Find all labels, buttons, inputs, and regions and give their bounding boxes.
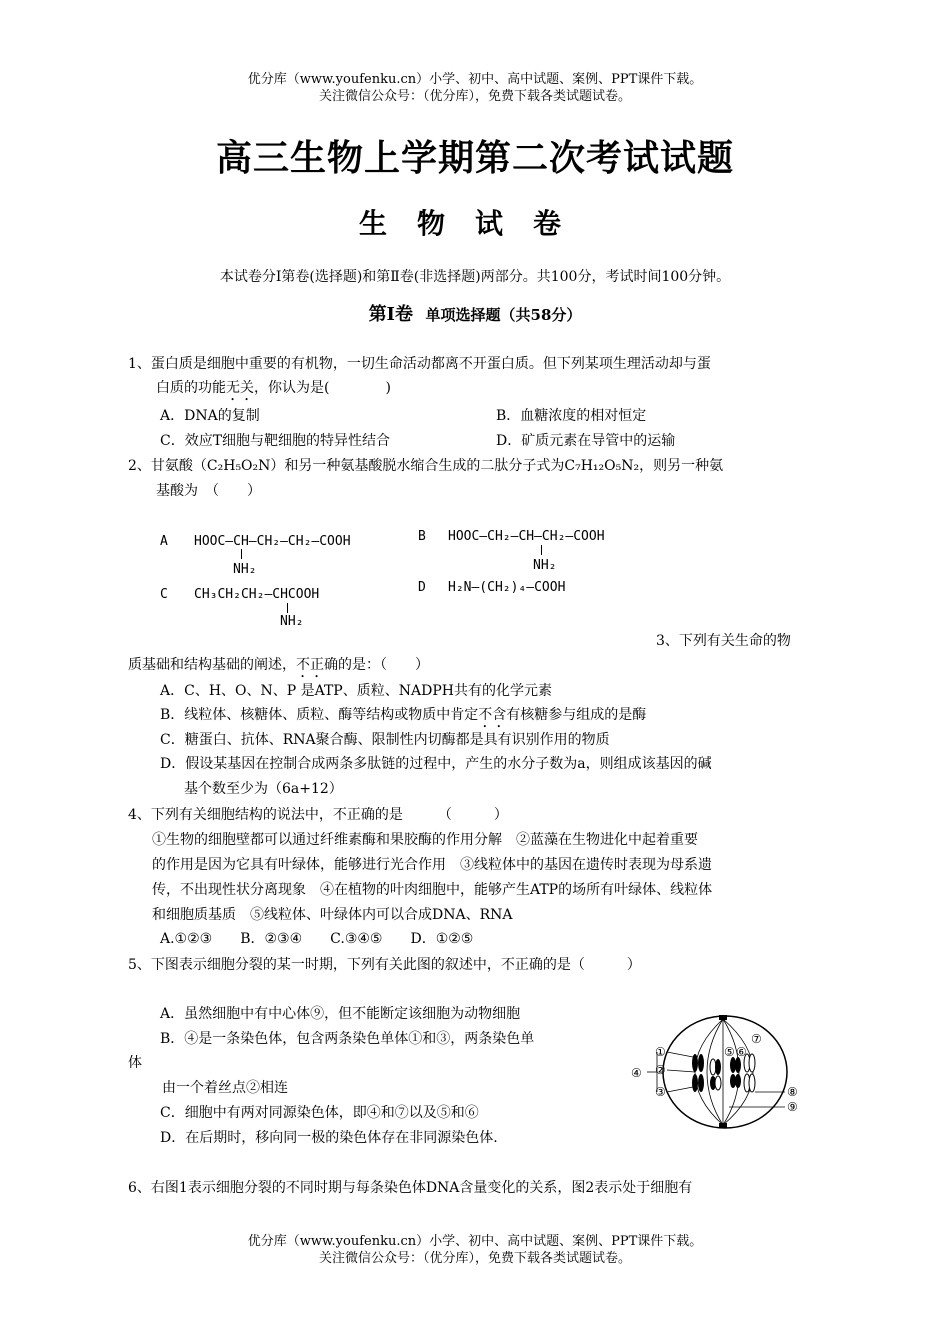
q2-option-d-formula: H₂N—(CH₂)₄—COOH [448,580,566,595]
q3-stem-start: 3、下列有关生命的物 [656,633,791,649]
q2-option-d-label: D [418,580,426,595]
q1-stem-line1: 1、蛋白质是细胞中重要的有机物，一切生命活动都离不开蛋白质。但下列某项生理活动却与蛋 [128,356,711,372]
header-line-1: 优分库（www.youfenku.cn）小学、初中、高中试题、案例、PPT课件下载。 [247,72,703,87]
q4-statement-line2: 的作用是因为它具有叶绿体，能够进行光合作用 ③线粒体中的基因在遗传时表现为母系遗 [152,857,712,873]
q2-option-c-bond [287,603,288,613]
q3-option-b-emphasis: 不含 [478,707,507,723]
q4-stem: 4、下列有关细胞结构的说法中，不正确的是 （ ） [128,807,508,823]
q2-option-a-formula: HOOC—CH—CH₂—CH₂—COOH [194,534,351,549]
q1-stem-line2: 白质的功能无关，你认为是( ) [156,380,391,396]
chromosomes [692,1054,755,1092]
q2-option-b-bond [541,545,542,555]
label-5: ⑤ [724,1045,735,1059]
centriole-top [719,1015,727,1020]
q2-option-a-sub: NH₂ [233,562,257,577]
q5-option-d: D．在后期时，移向同一极的染色体存在非同源染色体. [160,1130,498,1146]
q5-cell-diagram [625,1005,805,1140]
q2-option-a-bond [241,549,242,559]
section-name: 单项选择题 [425,306,501,324]
header-line-2: 关注微信公众号：（优分库），免费下载各类试题试卷。 [318,89,631,104]
section-label: 第Ⅰ卷 [368,304,413,325]
q5-option-b-line2: 体 [128,1055,142,1071]
label-2: ② [655,1063,666,1077]
q5-option-b-line1: B．④是一条染色体，包含两条染色单体①和③，两条染色单 [160,1031,535,1047]
q1-option-d: D．矿质元素在导管中的运输 [496,433,676,449]
q3-stem-line1: 质基础和结构基础的阐述，不正确的是：（ ） [128,657,429,673]
q3-option-c: C．糖蛋白、抗体、RNA聚合酶、限制性内切酶都是具有识别作用的物质 [160,732,610,748]
q1-option-a: A．DNA的复制 [160,408,260,424]
q2-option-b-sub: NH₂ [533,558,557,573]
label-3: ③ [655,1085,666,1099]
spindle-fibers [695,1019,753,1125]
q5-option-a: A．虽然细胞中有中心体⑨，但不能断定该细胞为动物细胞 [160,1006,521,1022]
q4-statement-line4: 和细胞质基质 ⑤线粒体、叶绿体内可以合成DNA、RNA [152,907,513,923]
q4-statement-line1: ①生物的细胞壁都可以通过纤维素酶和果胶酶的作用分解 ②蓝藻在生物进化中起着重要 [152,832,698,848]
centriole-bottom [719,1123,727,1128]
exam-intro: 本试卷分Ⅰ第卷(选择题)和第Ⅱ卷(非选择题)两部分。共100分，考试时间100分钟。 [219,269,731,285]
q2-option-c-sub: NH₂ [280,614,304,629]
label-6: ⑥ [736,1045,747,1059]
q4-statement-line3: 传，不出现性状分离现象 ④在植物的叶肉细胞中，能够产生ATP的场所有叶绿体、线粒体 [152,882,713,898]
page-subtitle: 生物试卷 [358,207,591,240]
label-7: ⑦ [751,1032,762,1046]
q3-option-a: A．C、H、O、N、P 是ATP、质粒、NADPH共有的化学元素 [160,683,552,699]
q5-stem: 5、下图表示细胞分裂的某一时期，下列有关此图的叙述中，不正确的是（ ） [128,957,641,973]
q2-stem-line1: 2、甘氨酸（C₂H₅O₂N）和另一种氨基酸脱水缩合生成的二肽分子式为C₇H₁₂O₅N₂，则另一种氨 [128,458,724,474]
label-9: ⑨ [787,1100,798,1114]
q3-emphasis: 不正 [296,657,324,673]
q2-option-b-label: B [418,529,426,544]
q2-option-c-formula: CH₃CH₂CH₂—CHCOOH [194,587,320,602]
page-title: 高三生物上学期第二次考试试题 [215,137,734,179]
footer-line-2: 关注微信公众号：（优分库），免费下载各类试题试卷。 [318,1251,631,1266]
q6-stem-line1: 6、右图1表示细胞分裂的不同时期与每条染色体DNA含量变化的关系，图2表示处于细胞有 [128,1180,693,1196]
q1-option-b: B．血糖浓度的相对恒定 [496,408,647,424]
q2-stem-line2: 基酸为 （ ） [156,483,261,499]
label-4: ④ [631,1066,642,1080]
label-8: ⑧ [787,1085,798,1099]
section-points: （共58分） [500,306,582,324]
q1-option-c: C．效应T细胞与靶细胞的特异性结合 [160,433,391,449]
q5-option-c: C．细胞中有两对同源染色体，即④和⑦以及⑤和⑥ [160,1105,479,1121]
footer-line-1: 优分库（www.youfenku.cn）小学、初中、高中试题、案例、PPT课件下载。 [247,1234,703,1249]
q2-option-b-formula: HOOC—CH₂—CH—CH₂—COOH [448,529,605,544]
section-heading [0,300,950,326]
q4-options: A.①②③ B．②③④ C.③④⑤ D．①②⑤ [160,931,474,947]
q1-emphasis: 无关 [226,380,254,396]
q3-option-d-line1: D．假设某基因在控制合成两条多肽链的过程中，产生的水分子数为a，则组成该基因的碱 [160,756,712,772]
q3-option-b: B．线粒体、核糖体、质粒、酶等结构或物质中肯定不含有核糖参与组成的是酶 [160,707,647,723]
label-1: ① [655,1045,666,1059]
q5-option-b-line3: 由一个着丝点②相连 [162,1080,288,1096]
q3-option-d-line2: 基个数至少为（6a+12） [184,781,343,797]
q2-option-c-label: C [160,587,168,602]
q2-option-a-label: A [160,534,168,549]
cell-membrane [663,1016,787,1128]
